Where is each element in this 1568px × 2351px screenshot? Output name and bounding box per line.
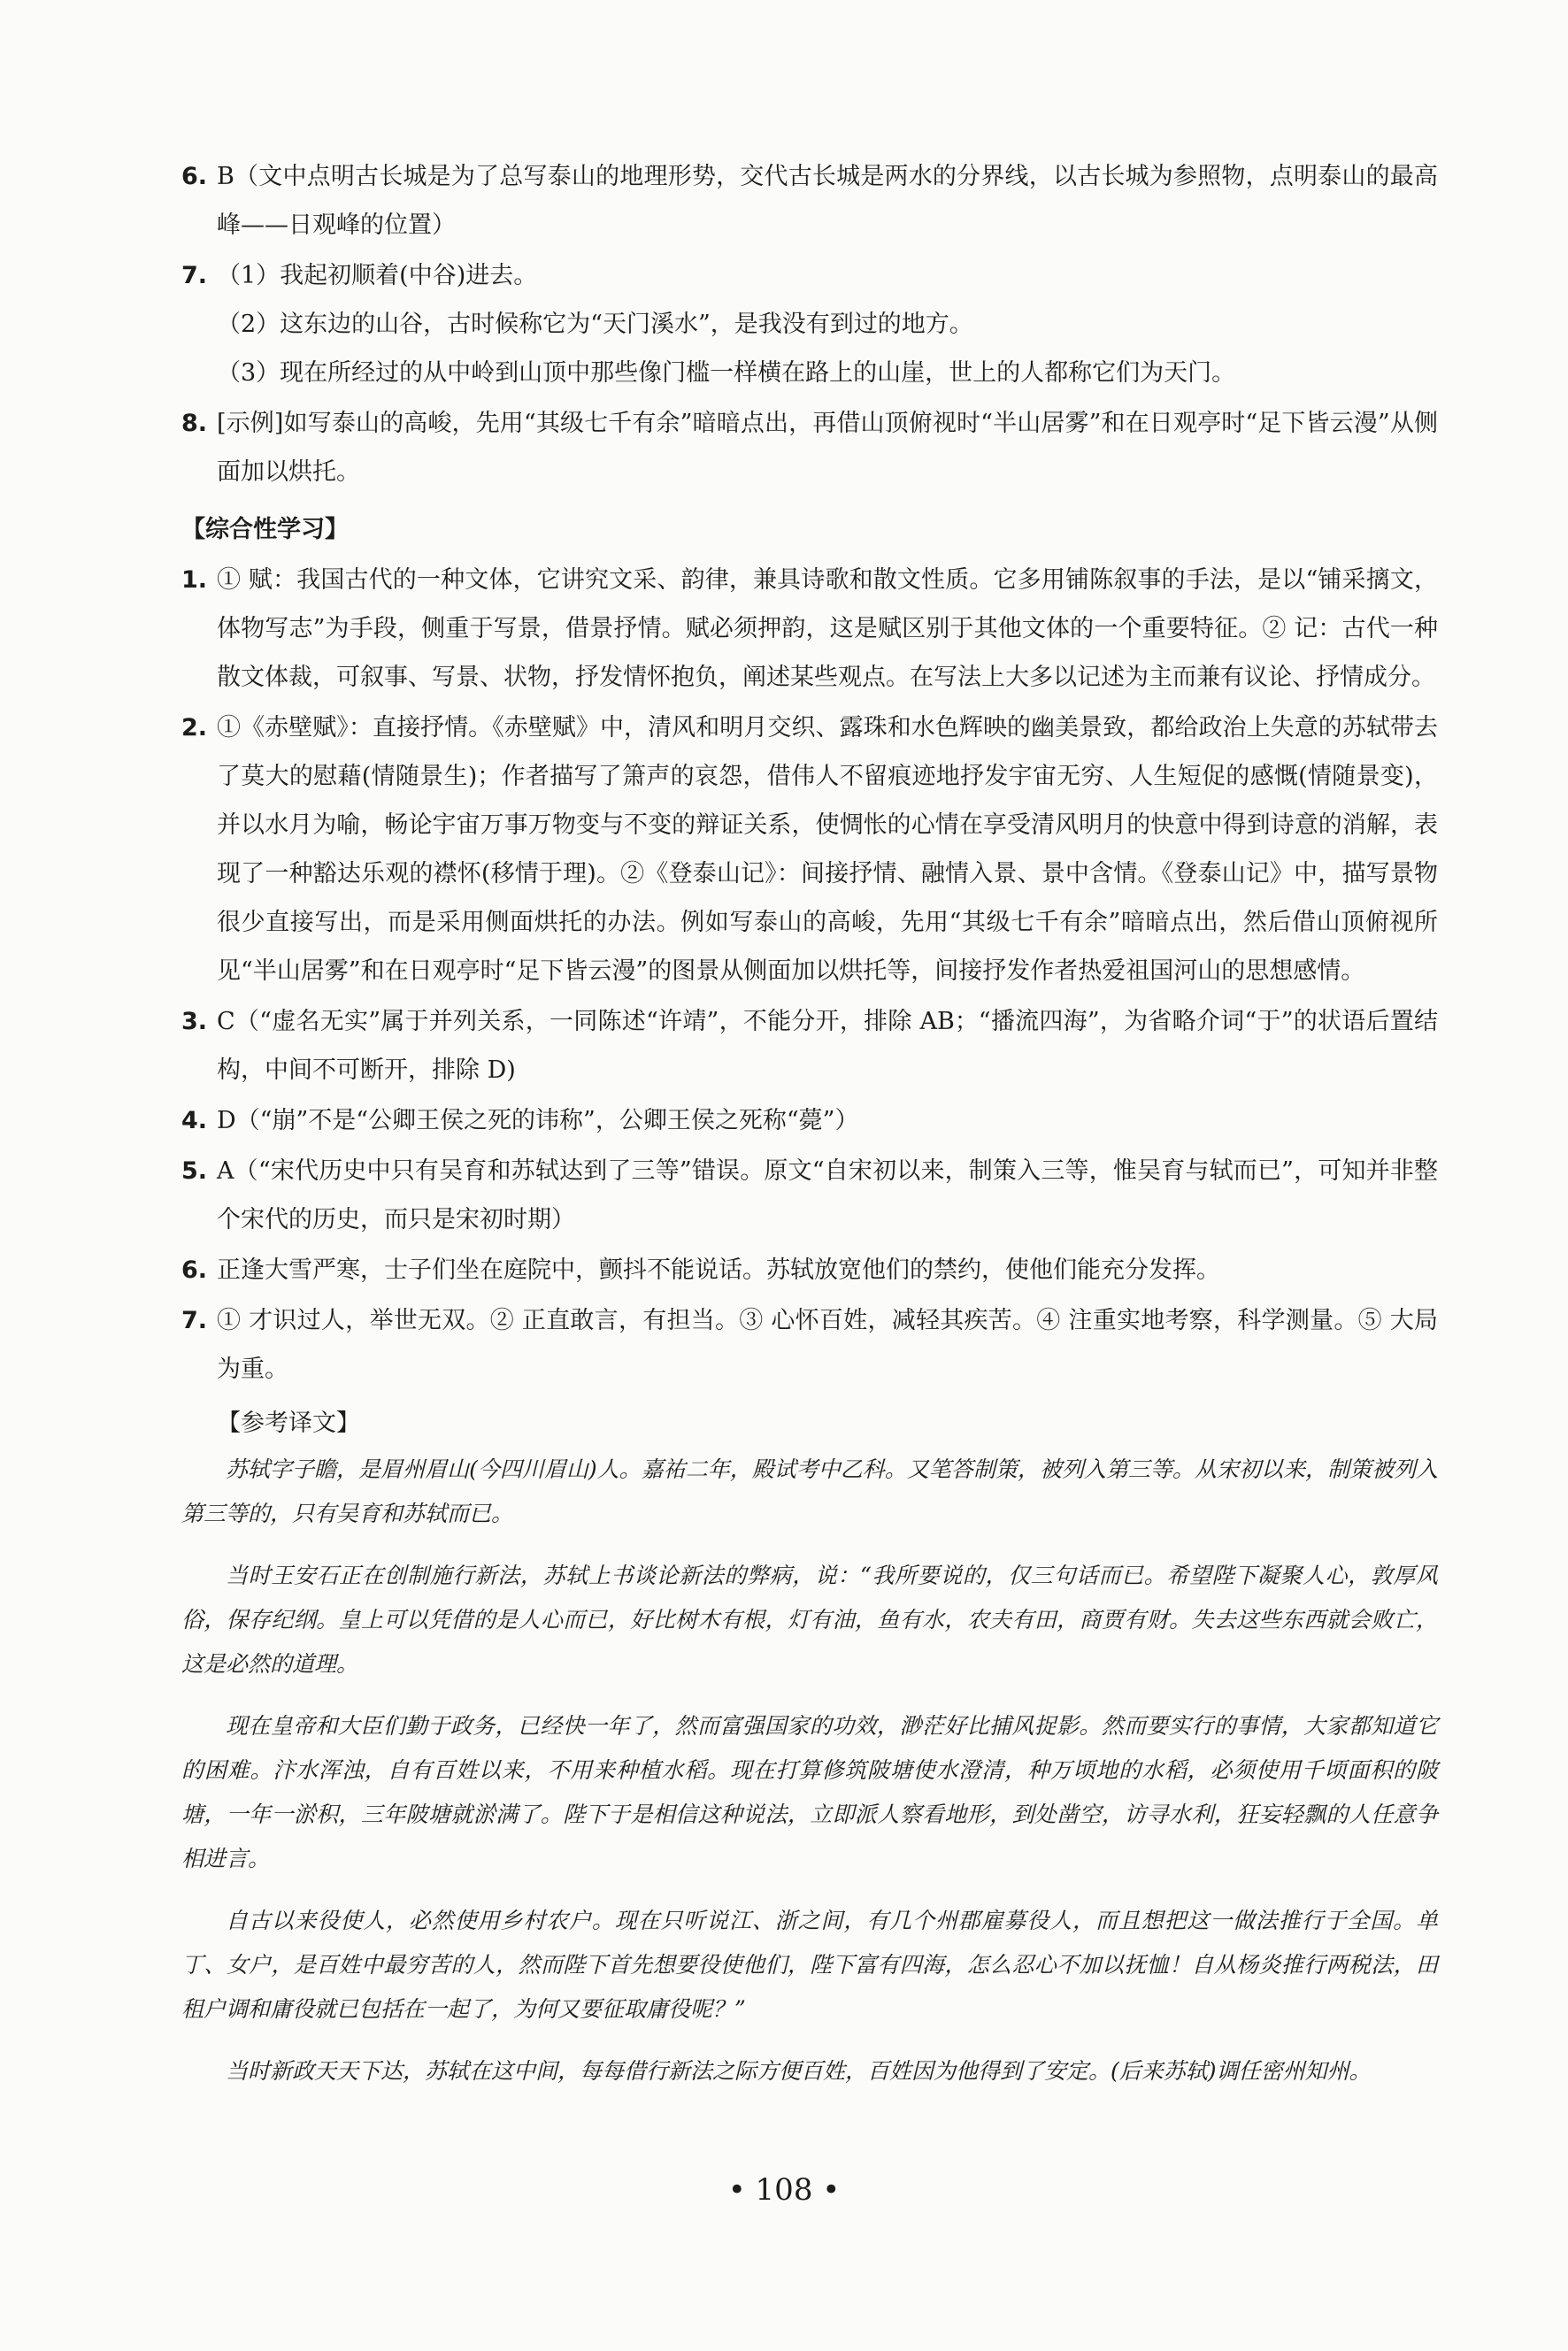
sub-answer: （1）我起初顺着(中谷)进去。 [217,262,538,289]
item-text: 正逢大雪严寒，士子们坐在庭院中，颤抖不能说话。苏轼放宽他们的禁约，使他们能充分发挥。 [217,1256,1220,1284]
item-number: 7. [181,262,208,289]
translation [181,1448,1438,2094]
answer-item [181,1296,1438,1394]
answer-item [181,399,1438,496]
sub-answer: （2）这东边的山谷，古时候称它为“天门溪水”，是我没有到过的地方。 [217,311,973,338]
item-text: D（“崩”不是“公卿王侯之死的讳称”，公卿王侯之死称“薨”） [217,1107,859,1134]
answer-content [181,152,1438,2111]
translation-paragraph: 当时新政天天下达，苏轼在这中间，每每借行新法之际方便百姓，百姓因为他得到了安定。(后来苏轼)调任密州知州。 [226,2058,1372,2084]
page-number: • 108 • [727,2172,841,2208]
item-number: 3. [181,1008,208,1035]
answer-item [181,1096,1438,1145]
translation-paragraph: 当时王安石正在创制施行新法，苏轼上书谈论新法的弊病，说：“我所要说的，仅三句话而已。希望陛下凝聚人心，敦厚风俗，保存纪纲。皇上可以凭借的是人心而已，好比树木有根，灯有油，鱼有水，农夫有田，商贾有财。失去这些东西就会败亡，这是必然的道理。 [181,1563,1438,1677]
reference-title: 【参考译文】 [217,1410,360,1437]
answer-item [181,251,1438,397]
translation-paragraph: 现在皇帝和大臣们勤于政务，已经快一年了，然而富强国家的功效，渺茫好比捕风捉影。然而要实行的事情，大家都知道它的困难。汴水浑浊，自有百姓以来，不用来种植水稻。现在打算修筑陂塘使水澄清，种万顷地的水稻，必须使用千顷面积的陂塘，一年一淤积，三年陂塘就淤满了。陛下于是相信这种说法，立即派人察看地形，到处凿空，访寻水利，狂妄轻飘的人任意争相进言。 [181,1713,1438,1871]
translation-paragraph: 自古以来役使人，必然使用乡村农户。现在只听说江、浙之间，有几个州郡雇募役人，而且想把这一做法推行于全国。单丁、女户，是百姓中最穷苦的人，然而陛下首先想要役使他们，陛下富有四海，怎么忍心不加以抚恤！自从杨炎推行两税法，田租户调和庸役就已包括在一起了，为何又要征取庸役呢？” [181,1908,1438,2022]
item-text: ① 才识过人，举世无双。② 正直敢言，有担当。③ 心怀百姓，减轻其疾苦。④ 注重实地考察，科学测量。⑤ 大局为重。 [217,1307,1438,1383]
answer-item [181,1246,1438,1295]
item-number: 1. [181,566,208,594]
item-number: 6. [181,1256,208,1284]
item-text: C（“虚名无实”属于并列关系，一同陈述“许靖”，不能分开，排除 AB；“播流四海”，为省略介词“于”的状语后置结构，中间不可断开，排除 D) [217,1008,1438,1084]
translation-paragraph: 苏轼字子瞻，是眉州眉山(今四川眉山)人。嘉祐二年，殿试考中乙科。又笔答制策，被列入第三等。从宋初以来，制策被列入第三等的，只有吴育和苏轼而已。 [181,1456,1438,1526]
item-text: ①《赤壁赋》：直接抒情。《赤壁赋》中，清风和明月交织、露珠和水色辉映的幽美景致，都给政治上失意的苏轼带去了莫大的慰藉(情随景生)；作者描写了箫声的哀怨，借伟人不留痕迹地抒发宇宙无穷、人生短促的感慨(情随景变)，并以水月为喻，畅论宇宙万事万物变与不变的辩证关系，使惆怅的心情在享受清风明月的快意中得到诗意的消解，表现了一种豁达乐观的襟怀(移情于理)。②《登泰山记》：间接抒情、融情入景、景中含情。《登泰山记》中，描写景物很少直接写出，而是采用侧面烘托的办法。例如写泰山的高峻，先用“其级七千有余”暗暗点出，然后借山顶俯视所见“半山居雾”和在日观亭时“足下皆云漫”的图景从侧面加以烘托等，间接抒发作者热爱祖国河山的思想感情。 [217,714,1438,985]
item-number: 2. [181,714,208,741]
item-text [217,251,1438,397]
item-number: 8. [181,410,208,437]
item-number: 6. [181,163,208,190]
sub-answer: （3）现在所经过的从中岭到山顶中那些像门槛一样横在路上的山崖，世上的人都称它们为天门。 [217,359,1236,387]
item-text: [示例]如写泰山的高峻，先用“其级七千有余”暗暗点出，再借山顶俯视时“半山居雾”和在日观亭时“足下皆云漫”从侧面加以烘托。 [217,410,1438,486]
answer-item [181,556,1438,702]
item-text: ① 赋：我国古代的一种文体，它讲究文采、韵律，兼具诗歌和散文性质。它多用铺陈叙事的手法，是以“铺采摛文，体物写志”为手段，侧重于写景，借景抒情。赋必须押韵，这是赋区别于其他文体的一个重要特征。② 记：古代一种散文体裁，可叙事、写景、状物，抒发情怀抱负，阐述某些观点。在写法上大多以记述为主而兼有议论、抒情成分。 [217,566,1438,691]
section-title: 【综合性学习】 [181,516,349,543]
answer-item [181,703,1438,995]
item-text: A（“宋代历史中只有吴育和苏轼达到了三等”错误。原文“自宋初以来，制策入三等，惟吴育与轼而已”，可知并非整个宋代的历史，而只是宋初时期） [217,1157,1438,1233]
answer-item [181,1147,1438,1244]
answer-item [181,997,1438,1095]
answer-item [181,152,1438,250]
item-number: 7. [181,1307,208,1334]
item-text: B（文中点明古长城是为了总写泰山的地理形势，交代古长城是两水的分界线，以古长城为参照物，点明泰山的最高峰——日观峰的位置） [217,163,1438,239]
item-number: 5. [181,1157,208,1185]
item-number: 4. [181,1107,208,1134]
